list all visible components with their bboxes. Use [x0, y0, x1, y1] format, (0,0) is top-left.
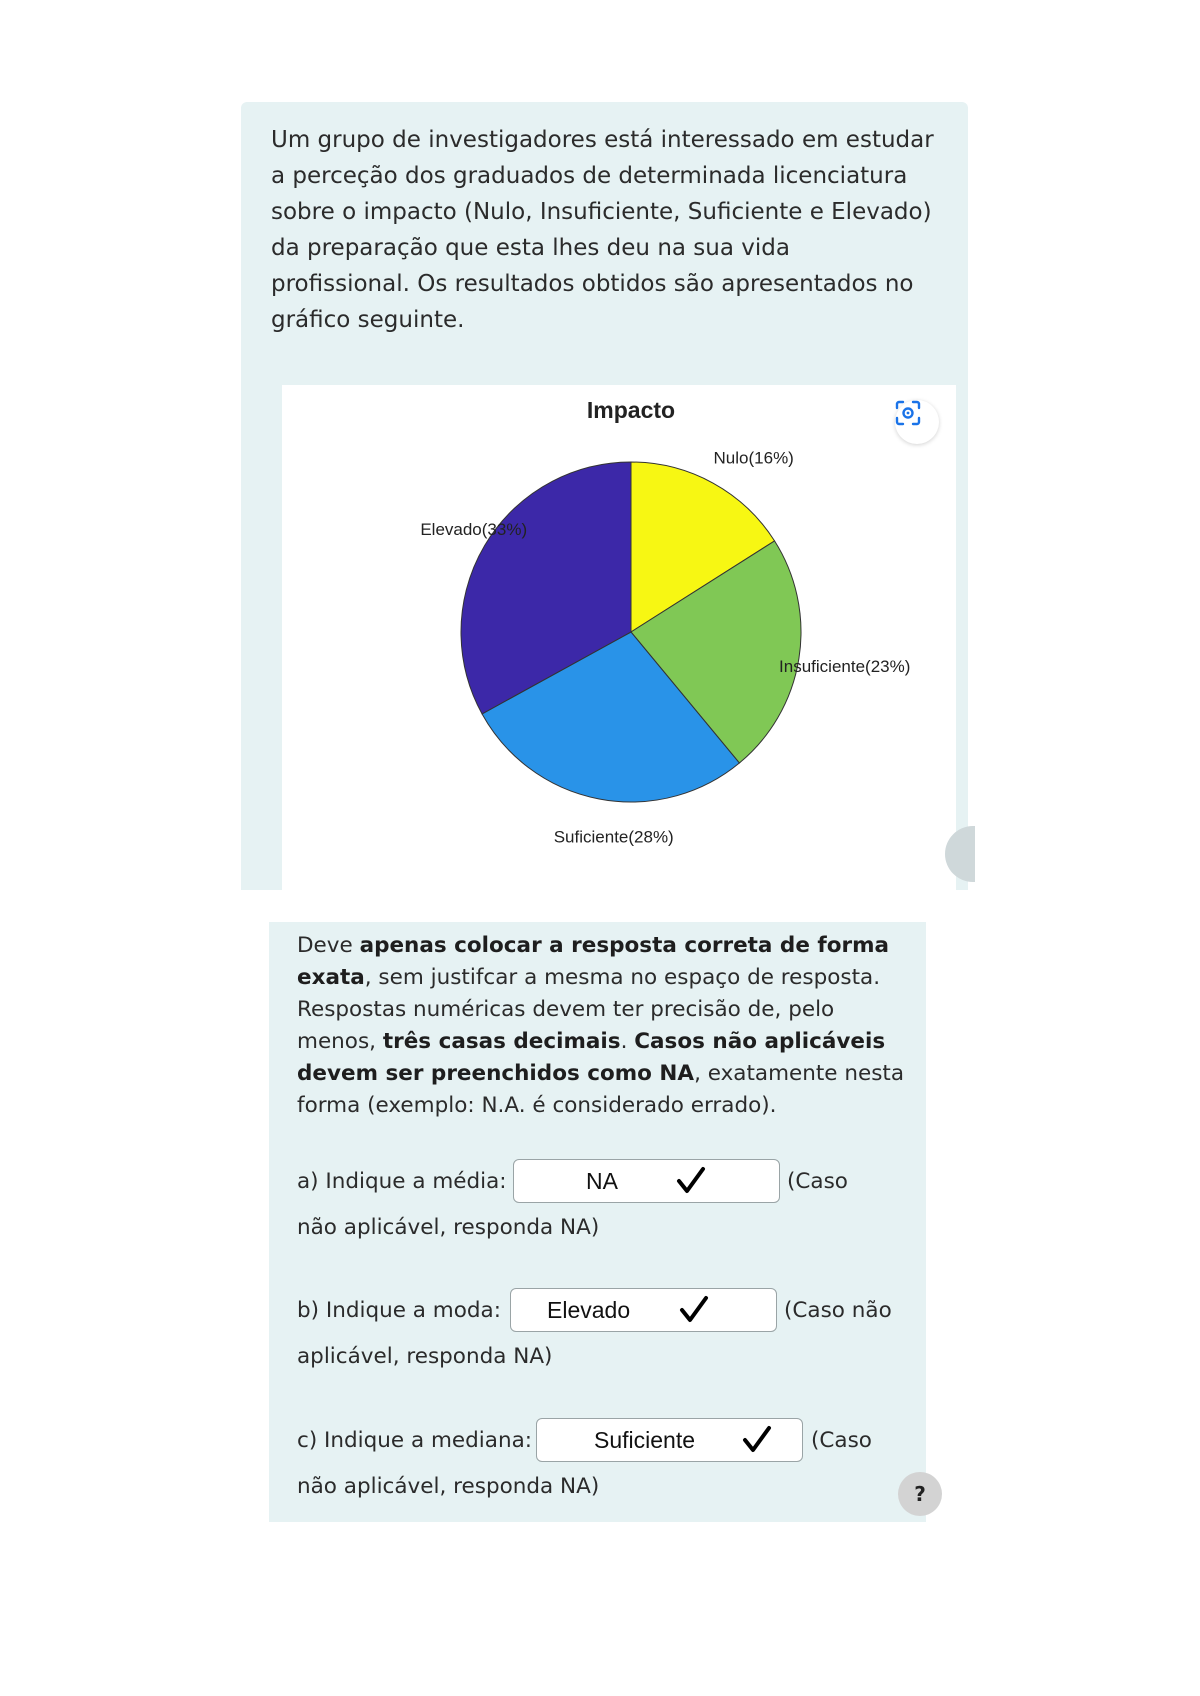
pie-label-nulo: Nulo(16%) [713, 448, 794, 468]
question-a-prompt: a) Indique a média: [297, 1169, 507, 1194]
checkmark-icon [742, 1425, 772, 1455]
checkmark-icon [679, 1295, 709, 1325]
checkmark-icon [676, 1166, 706, 1196]
instructions-bold: Casos não aplicáveis devem ser preenchidos como NA [297, 1029, 886, 1086]
instructions-part: Deve [297, 933, 360, 958]
pie-chart-svg [282, 385, 956, 890]
focus-zoom-icon [895, 400, 921, 426]
instructions-bold: apenas colocar a resposta correta de forma exata [297, 933, 890, 990]
chart-title: Impacto [586, 397, 676, 423]
instructions-part: . [620, 1029, 635, 1054]
instructions-part: , exatamente nesta forma (exemplo: N.A. é considerado errado). [297, 1061, 905, 1118]
question-b-prompt: b) Indique a moda: [297, 1298, 501, 1323]
pie-label-insuficiente: Insuficiente(23%) [779, 656, 911, 676]
answer-panel [269, 922, 926, 1522]
answer-value: NA [586, 1168, 618, 1194]
question-intro-panel [241, 102, 968, 890]
instructions-text [297, 930, 907, 1122]
pie-label-elevado: Elevado(33%) [420, 520, 528, 540]
pie-label-suficiente: Suficiente(28%) [553, 827, 674, 847]
help-button[interactable]: ? [898, 1472, 942, 1516]
question-c-note: (Caso [811, 1428, 872, 1453]
question-a-note: (Caso [787, 1169, 848, 1194]
answer-field-mean[interactable] [513, 1159, 780, 1203]
question-c-note-cont: não aplicável, responda NA) [297, 1474, 600, 1499]
instructions-part: , sem justifcar a mesma no espaço de resposta. Respostas numéricas devem ter precisão de, pelo menos, [297, 965, 881, 1054]
question-b-note-cont: aplicável, responda NA) [297, 1344, 553, 1369]
zoom-button[interactable] [895, 400, 939, 444]
question-c-prompt: c) Indique a mediana: [297, 1428, 532, 1453]
answer-field-median[interactable] [536, 1418, 803, 1462]
pie-chart [282, 385, 956, 890]
answer-value: Suficiente [594, 1427, 696, 1453]
answer-value: Elevado [547, 1297, 631, 1323]
question-b-note: (Caso não [784, 1298, 892, 1323]
question-a-note-cont: não aplicável, responda NA) [297, 1215, 600, 1240]
instructions-bold: três casas decimais [382, 1029, 621, 1054]
answer-field-mode[interactable] [510, 1288, 777, 1332]
intro-text: Um grupo de investigadores está interessado em estudar a perceção dos graduados de determinada licenciatura sobre o impacto (Nulo, Insuficiente, Suficiente e Elevado) da preparação que esta lhes deu na sua vida profissional. Os resultados obtidos são apresentados no gráfico seguinte. [271, 127, 934, 333]
